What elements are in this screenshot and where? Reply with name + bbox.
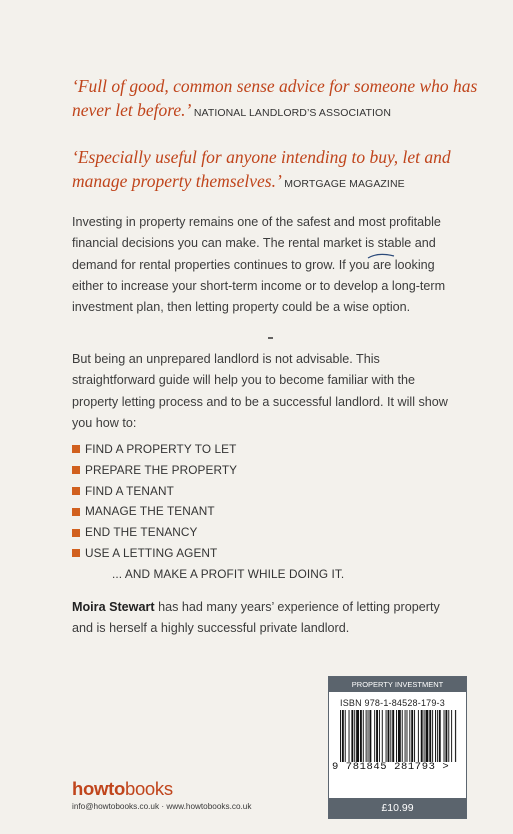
barcode-icon <box>340 710 457 762</box>
quote-source: NATIONAL LANDLORD’S ASSOCIATION <box>193 107 392 119</box>
dot-mark-icon <box>268 336 274 340</box>
ean-digits: 9 781845 281793 > <box>332 761 450 773</box>
quote-source: MORTGAGE MAGAZINE <box>284 178 405 190</box>
list-item: FIND A PROPERTY TO LET <box>72 439 344 460</box>
publisher-contact: info@howtobooks.co.uk · www.howtobooks.co.uk <box>72 802 252 811</box>
review-quote-1 <box>72 74 492 125</box>
author-name: Moira Stewart <box>72 600 155 614</box>
square-bullet-icon <box>72 529 80 537</box>
list-item: MANAGE THE TENANT <box>72 501 344 522</box>
square-bullet-icon <box>72 445 80 453</box>
square-bullet-icon <box>72 508 80 516</box>
isbn-number: ISBN 978-1-84528-179-3 <box>340 698 445 708</box>
list-item: USE A LETTING AGENT <box>72 543 344 564</box>
square-bullet-icon <box>72 549 80 557</box>
list-item: PREPARE THE PROPERTY <box>72 460 344 481</box>
square-bullet-icon <box>72 487 80 495</box>
intro-paragraph: Investing in property remains one of the safest and most profitable financial decisions you can make. The rental market is stable and demand for rental properties continues to grow. If you are looking either to increase your short-term income or to develop a long-term investment plan, then letting property could be a wise option. <box>72 215 446 315</box>
square-bullet-icon <box>72 466 80 474</box>
publisher-block <box>72 778 251 811</box>
pen-mark-icon <box>366 252 396 262</box>
quote-text: ‘Full of good, common sense advice for someone who has never let before.’ <box>72 76 478 120</box>
guide-paragraph: But being an unprepared landlord is not advisable. This straightforward guide will help you to become familiar with the property letting process and to be a successful landlord. It will show you how to: <box>72 352 448 430</box>
list-closing-line: ... AND MAKE A PROFIT WHILE DOING IT. <box>112 566 345 581</box>
isbn-box <box>328 676 467 819</box>
topics-list <box>72 439 344 585</box>
publisher-logo: howtobooks <box>72 778 173 799</box>
quote-text: ‘Especially useful for anyone intending to buy, let and manage property themselves.’ <box>72 147 451 191</box>
list-item: FIND A TENANT <box>72 481 344 502</box>
author-bio-text: has had many years’ experience of letting property and is herself a highly successful private landlord. <box>72 600 440 636</box>
price-label: £10.99 <box>329 798 466 818</box>
review-quote-2 <box>72 145 492 196</box>
list-item: END THE TENANCY <box>72 522 344 543</box>
category-label: PROPERTY INVESTMENT <box>329 677 466 692</box>
author-bio <box>72 597 462 640</box>
